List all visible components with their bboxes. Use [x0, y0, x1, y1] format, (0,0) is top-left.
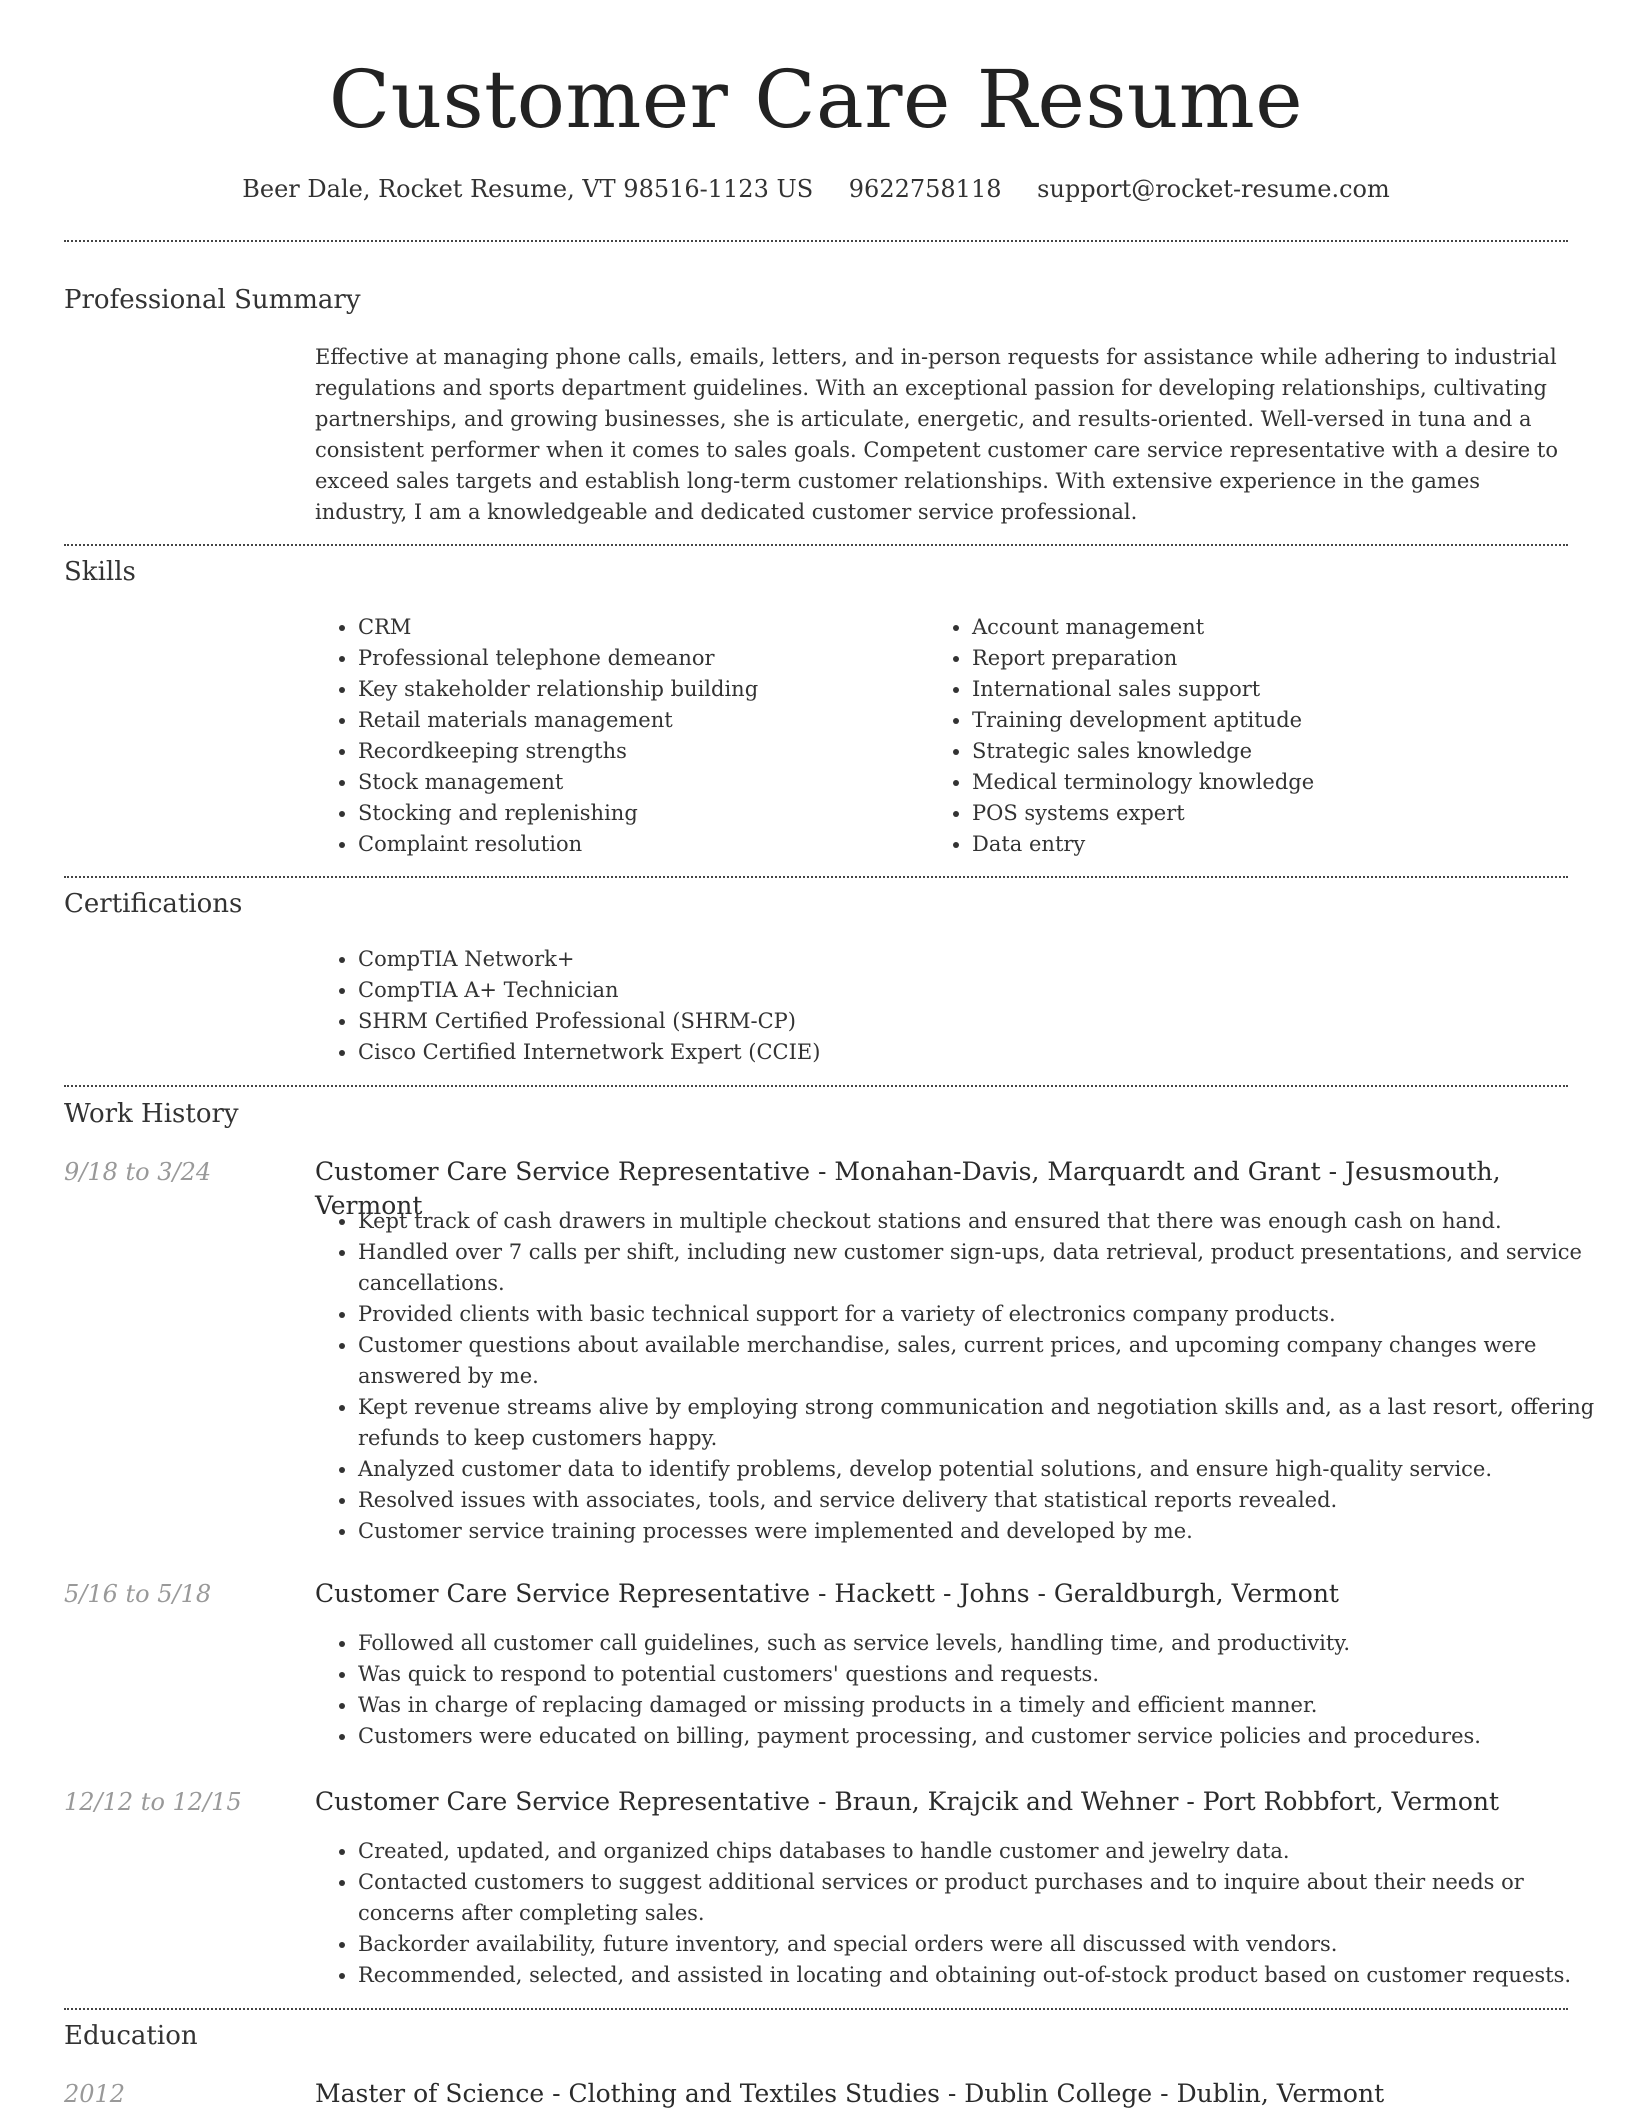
skill-item: • POS systems expert — [972, 798, 1592, 829]
job-duty-item: • Followed all customer call guidelines, such as service levels, handling time, and productivity. — [358, 1628, 1608, 1659]
section-title-work-history: Work History — [64, 1099, 239, 1129]
job-duties-list — [314, 1836, 1608, 1991]
job-dates: 5/16 to 5/18 — [64, 1580, 212, 1608]
phone-number: 9622758118 — [848, 175, 1002, 203]
certification-item: • Cisco Certified Internetwork Expert (CCIE) — [358, 1037, 1608, 1068]
job-duty-item: • Was in charge of replacing damaged or missing products in a timely and efficient manner. — [358, 1690, 1608, 1721]
job-duty-item: • Analyzed customer data to identify problems, develop potential solutions, and ensure high-quality service. — [358, 1454, 1608, 1485]
skill-item: • CRM — [358, 612, 938, 643]
skill-item: • Recordkeeping strengths — [358, 736, 938, 767]
section-divider — [64, 2008, 1568, 2010]
address: Beer Dale, Rocket Resume, VT 98516-1123 US — [242, 175, 814, 203]
skill-item: • Professional telephone demeanor — [358, 643, 938, 674]
job-duty-item: • Recommended, selected, and assisted in locating and obtaining out-of-stock product based on customer requests. — [358, 1960, 1608, 1991]
job-title: Customer Care Service Representative - Hackett - Johns - Geraldburgh, Vermont — [315, 1579, 1339, 1608]
section-divider — [64, 240, 1568, 242]
skill-item: • International sales support — [972, 674, 1592, 705]
skill-item: • Complaint resolution — [358, 829, 938, 860]
section-divider — [64, 544, 1568, 546]
section-title-certifications: Certifications — [64, 889, 243, 919]
section-title-skills: Skills — [64, 557, 136, 587]
contact-line — [0, 172, 1632, 206]
job-duty-item: • Provided clients with basic technical support for a variety of electronics company products. — [358, 1299, 1608, 1330]
job-duty-item: • Backorder availability, future inventory, and special orders were all discussed with vendors. — [358, 1929, 1608, 1960]
certification-item: • CompTIA A+ Technician — [358, 975, 1608, 1006]
skill-item: • Key stakeholder relationship building — [358, 674, 938, 705]
skill-item: • Stock management — [358, 767, 938, 798]
job-duty-item: • Customer questions about available merchandise, sales, current prices, and upcoming company changes were answered by me. — [358, 1330, 1608, 1392]
job-duty-item: • Handled over 7 calls per shift, including new customer sign-ups, data retrieval, product presentations, and service cancellations. — [358, 1237, 1608, 1299]
job-duty-item: • Created, updated, and organized chips databases to handle customer and jewelry data. — [358, 1836, 1608, 1867]
certification-item: • SHRM Certified Professional (SHRM-CP) — [358, 1006, 1608, 1037]
job-duty-item: • Resolved issues with associates, tools, and service delivery that statistical reports revealed. — [358, 1485, 1608, 1516]
job-duty-item: • Was quick to respond to potential customers' questions and requests. — [358, 1659, 1608, 1690]
skill-item: • Data entry — [972, 829, 1592, 860]
job-duty-item: • Kept track of cash drawers in multiple checkout stations and ensured that there was enough cash on hand. — [358, 1206, 1608, 1237]
job-duty-item: • Customer service training processes were implemented and developed by me. — [358, 1516, 1608, 1547]
email-address: support@rocket-resume.com — [1037, 175, 1390, 203]
skills-list-right — [928, 612, 1592, 860]
education-year: 2012 — [64, 2080, 126, 2108]
skills-list-left — [314, 612, 938, 860]
job-title: Customer Care Service Representative - Monahan-Davis, Marquardt and Grant - Jesusmouth, Vermont — [315, 1157, 1501, 1220]
education-degree: Master of Science - Clothing and Textiles Studies - Dublin College - Dublin, Vermont — [315, 2079, 1385, 2108]
skill-item: • Account management — [972, 612, 1592, 643]
certification-item: • CompTIA Network+ — [358, 944, 1608, 975]
job-duty-item: • Contacted customers to suggest additional services or product purchases and to inquire about their needs or concerns after completing sales. — [358, 1867, 1608, 1929]
job-dates: 9/18 to 3/24 — [64, 1158, 212, 1186]
summary-text: Effective at managing phone calls, emails, letters, and in-person requests for assistance while adhering to industrial regulations and sports department guidelines. With an exceptional passion for developing relationships, cultivating partnerships, and growing businesses, she is articulate, energetic, and results-oriented. Well-versed in tuna and a consistent performer when it comes to sales goals. Competent customer care service representative with a desire to exceed sales targets and establish long-term customer relationships. With extensive experience in the games industry, I am a knowledgeable and dedicated customer service professional. — [315, 345, 1558, 524]
skill-item: • Report preparation — [972, 643, 1592, 674]
section-divider — [64, 1085, 1568, 1087]
section-divider — [64, 876, 1568, 878]
skill-item: • Stocking and replenishing — [358, 798, 938, 829]
resume-title: Customer Care Resume — [328, 53, 1304, 146]
job-duty-item: • Customers were educated on billing, payment processing, and customer service policies and procedures. — [358, 1721, 1608, 1752]
job-dates: 12/12 to 12/15 — [64, 1788, 242, 1816]
job-duty-item: • Kept revenue streams alive by employing strong communication and negotiation skills and, as a last resort, offering refunds to keep customers happy. — [358, 1392, 1608, 1454]
skill-item: • Training development aptitude — [972, 705, 1592, 736]
skill-item: • Medical terminology knowledge — [972, 767, 1592, 798]
section-title-education: Education — [64, 2021, 198, 2051]
certifications-list — [314, 944, 1608, 1068]
skill-item: • Retail materials management — [358, 705, 938, 736]
job-duties-list — [314, 1628, 1608, 1752]
job-title: Customer Care Service Representative - Braun, Krajcik and Wehner - Port Robbfort, Vermont — [315, 1787, 1500, 1816]
section-title-summary: Professional Summary — [64, 285, 361, 315]
skill-item: • Strategic sales knowledge — [972, 736, 1592, 767]
job-duties-list — [314, 1206, 1608, 1547]
